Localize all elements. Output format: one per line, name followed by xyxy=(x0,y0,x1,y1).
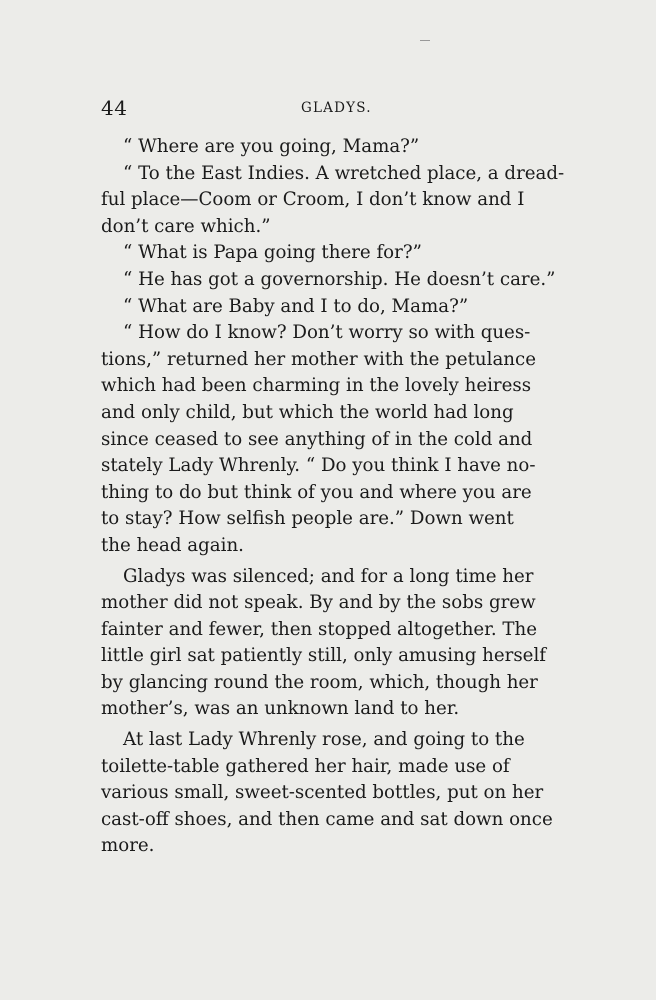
text-line: cast-off shoes, and then came and sat down once xyxy=(101,808,553,830)
text-line: to stay? How selfish people are.” Down went xyxy=(101,508,514,530)
text-line: since ceased to see anything of in the cold and xyxy=(101,428,533,450)
page-header xyxy=(101,96,575,120)
page-number: 44 xyxy=(101,96,128,120)
text-line: At last Lady Whrenly rose, and going to the xyxy=(123,729,525,751)
text-line: “ What is Papa going there for?” xyxy=(123,242,422,264)
page-body xyxy=(101,134,575,860)
text-line: mother did not speak. By and by the sobs grew xyxy=(101,592,536,614)
text-line: various small, sweet-scented bottles, put on her xyxy=(101,782,544,804)
text-line: Gladys was silenced; and for a long time her xyxy=(123,565,534,587)
text-line: ful place—Coom or Croom, I don’t know and I xyxy=(101,189,525,211)
running-head: GLADYS. xyxy=(301,100,372,116)
text-line: “ Where are you going, Mama?” xyxy=(123,136,420,157)
text-line: “ He has got a governorship. He doesn’t care.” xyxy=(123,268,556,290)
text-line: toilette-table gathered her hair, made use of xyxy=(101,755,510,777)
text-line: “ To the East Indies. A wretched place, a dread- xyxy=(123,162,565,184)
text-line: the head again. xyxy=(101,534,244,556)
text-line: and only child, but which the world had long xyxy=(101,401,514,423)
text-line: “ What are Baby and I to do, Mama?” xyxy=(123,295,469,317)
text-line: fainter and fewer, then stopped altogether. The xyxy=(101,618,538,640)
text-line: “ How do I know? Don’t worry so with ques- xyxy=(123,322,531,344)
text-line: don’t care which.” xyxy=(101,215,271,237)
text-line: more. xyxy=(101,835,155,857)
text-line: which had been charming in the lovely heiress xyxy=(101,375,532,397)
text-line: mother’s, was an unknown land to her. xyxy=(101,698,460,720)
text-line: by glancing round the room, which, though her xyxy=(101,671,538,693)
text-line: tions,” returned her mother with the petulance xyxy=(101,348,536,370)
text-line: little girl sat patiently still, only amusing herself xyxy=(101,645,546,667)
ink-mark xyxy=(420,40,430,41)
text-line: stately Lady Whrenly. “ Do you think I have no- xyxy=(101,455,536,477)
text-line: thing to do but think of you and where you are xyxy=(101,481,532,503)
